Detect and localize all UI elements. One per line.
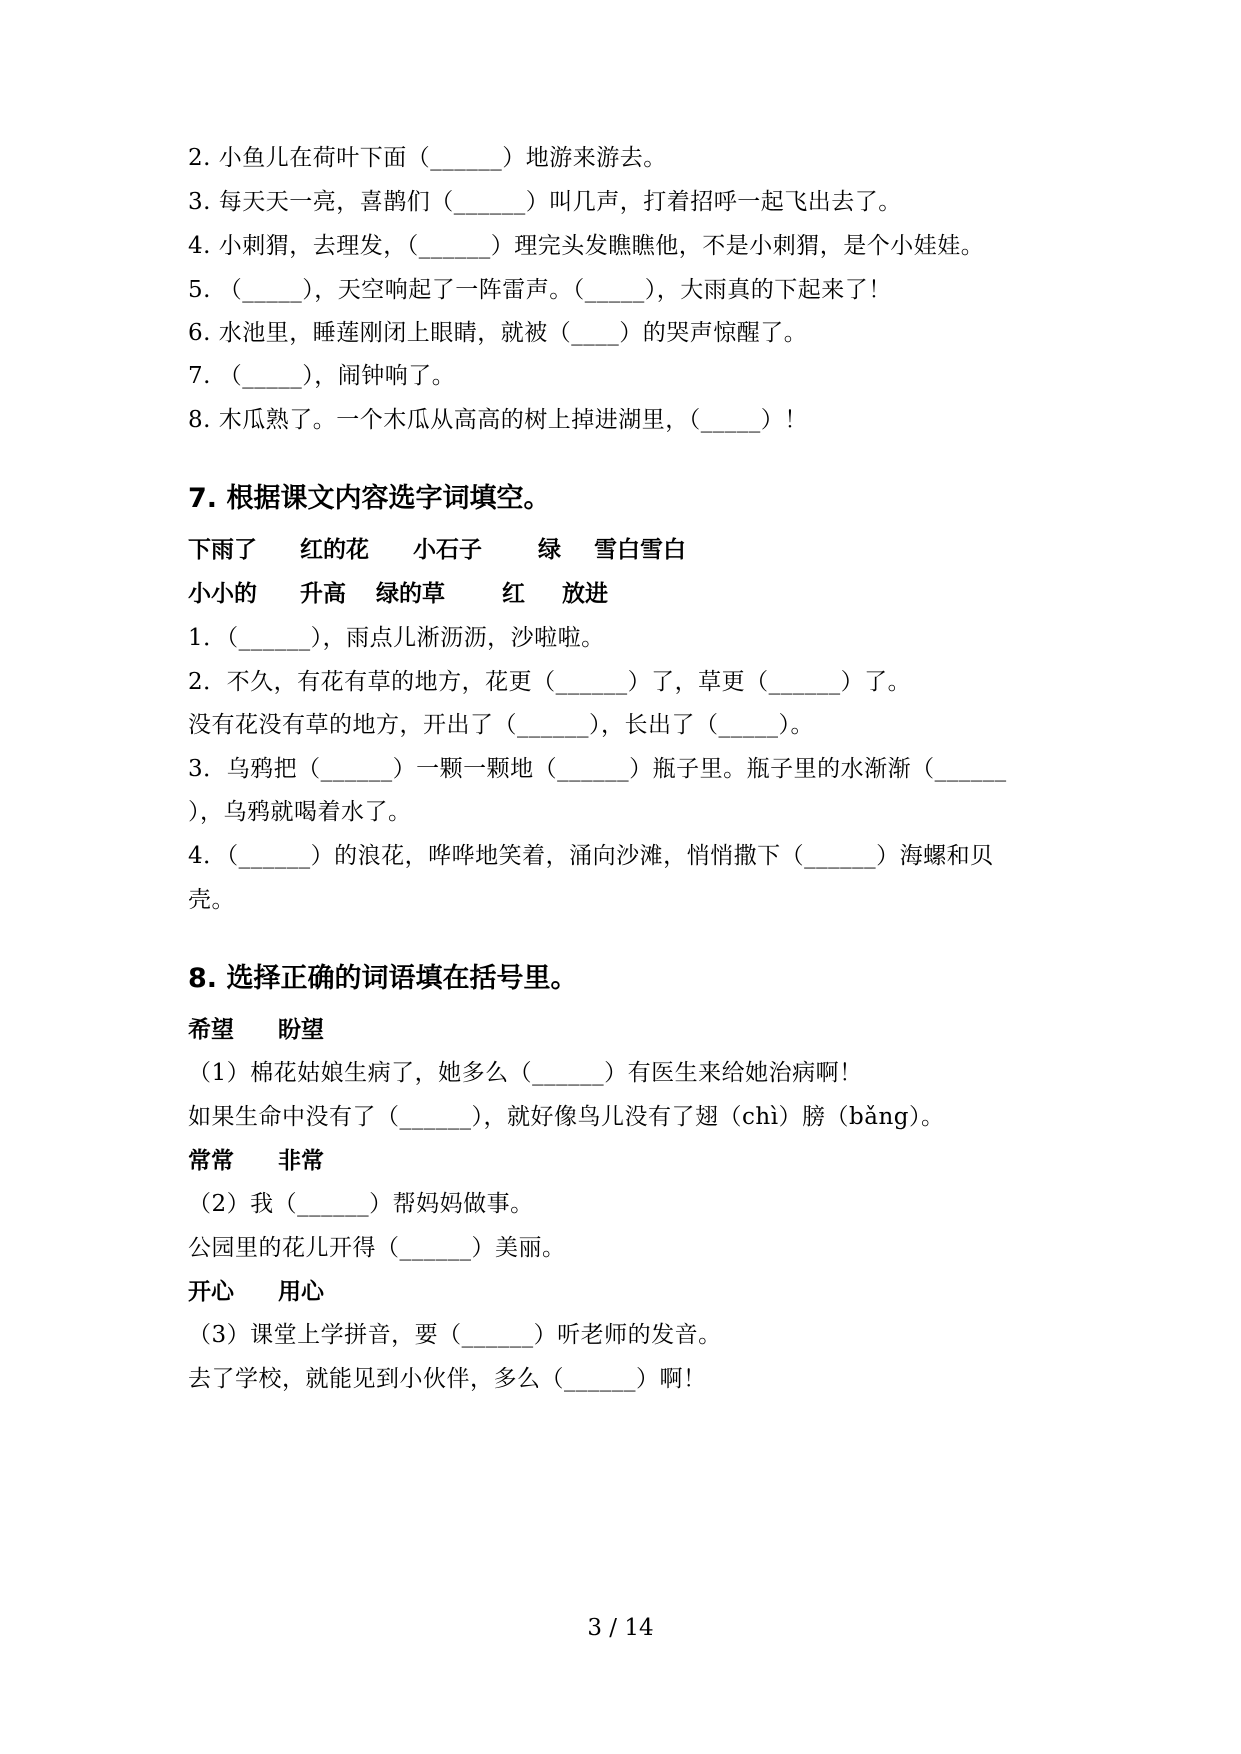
s8-item-2: （2）我（______）帮妈妈做事。	[188, 1191, 534, 1217]
word-chip: 红	[502, 581, 525, 607]
word-chip: 升高	[300, 581, 346, 607]
s6-item-4: 4. 小刺猬，去理发，（______）理完头发瞧瞧他，不是小刺猬，是个小娃娃。	[188, 233, 985, 259]
word-chip: 放进	[562, 581, 608, 607]
section7-wordbank-row2	[188, 579, 608, 609]
section8-group3-words	[188, 1277, 324, 1307]
page-number: 3 / 14	[587, 1615, 654, 1641]
word-chip: 红的花	[300, 537, 369, 563]
s8-item-3-cont: 去了学校，就能见到小伙伴，多么（______）啊！	[188, 1366, 707, 1392]
s6-item-8: 8. 木瓜熟了。一个木瓜从高高的树上掉进湖里，（_____）！	[188, 407, 808, 433]
s8-item-1: （1）棉花姑娘生病了，她多么（______）有医生来给她治病啊！	[188, 1060, 863, 1086]
word-chip: 小石子	[413, 537, 482, 563]
s6-item-5: 5. （_____），天空响起了一阵雷声。（_____），大雨真的下起来了！	[188, 277, 892, 303]
s7-item-4-cont: 壳。	[188, 887, 235, 913]
word-chip: 盼望	[278, 1017, 324, 1043]
s8-item-1-cont: 如果生命中没有了（______），就好像鸟儿没有了翅（chì）膀（bǎng）。	[188, 1104, 945, 1130]
s7-item-3-cont: ），乌鸦就喝着水了。	[188, 799, 412, 825]
s6-item-2: 2. 小鱼儿在荷叶下面（______）地游来游去。	[188, 145, 667, 171]
word-chip: 下雨了	[188, 537, 257, 563]
section8-group2-words	[188, 1146, 324, 1176]
word-chip: 常常	[188, 1148, 234, 1174]
word-chip: 绿的草	[376, 581, 445, 607]
word-chip: 希望	[188, 1017, 234, 1043]
section8-group1-words	[188, 1015, 324, 1045]
section8-heading: 8. 选择正确的词语填在括号里。	[188, 963, 578, 994]
s6-item-6: 6. 水池里，睡莲刚闭上眼睛，就被（____）的哭声惊醒了。	[188, 320, 808, 346]
s7-item-1: 1．（______），雨点儿淅沥沥，沙啦啦。	[188, 625, 605, 651]
s6-item-7: 7. （_____），闹钟响了。	[188, 363, 456, 389]
word-chip: 雪白雪白	[594, 537, 686, 563]
s7-item-2: 2．不久，有花有草的地方，花更（______）了，草更（______）了。	[188, 669, 912, 695]
section7-heading: 7. 根据课文内容选字词填空。	[188, 483, 551, 514]
s8-item-3: （3）课堂上学拼音，要（______）听老师的发音。	[188, 1322, 722, 1348]
s7-item-4: 4．（______）的浪花，哗哗地笑着，涌向沙滩，悄悄撒下（______）海螺和贝	[188, 843, 994, 869]
word-chip: 非常	[278, 1148, 324, 1174]
word-chip: 绿	[538, 537, 561, 563]
word-chip: 用心	[278, 1279, 324, 1305]
s7-item-3: 3．乌鸦把（______）一颗一颗地（______）瓶子里。瓶子里的水渐渐（______	[188, 756, 1007, 782]
word-chip: 小小的	[188, 581, 257, 607]
s7-item-2-cont: 没有花没有草的地方，开出了（______），长出了（_____）。	[188, 712, 814, 738]
s6-item-3: 3. 每天天一亮，喜鹊们（______）叫几声，打着招呼一起飞出去了。	[188, 189, 902, 215]
word-chip: 开心	[188, 1279, 234, 1305]
section7-wordbank-row1	[188, 535, 686, 565]
s8-item-2-cont: 公园里的花儿开得（______）美丽。	[188, 1235, 566, 1261]
